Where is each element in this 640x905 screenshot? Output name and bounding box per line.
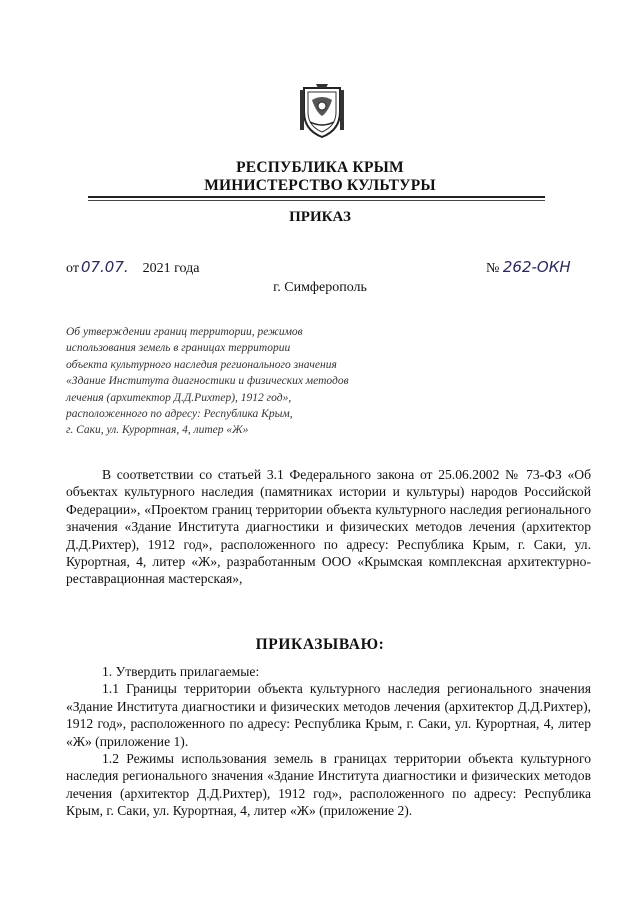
preamble [66,466,591,588]
subject-line: лечения (архитектор Д.Д.Рихтер), 1912 год», [66,391,292,404]
number-handwritten: 262-ОКН [502,258,571,276]
header-republic: РЕСПУБЛИКА КРЫМ [236,159,404,176]
item-1: 1. Утвердить прилагаемые: [102,664,260,679]
coat-of-arms-emblem-icon [298,82,346,140]
item-1-1: 1.1 Границы территории объекта культурного наследия регионального значения «Здание Института диагностики и физических методов лечения (архитектор Д.Д.Рихтер), 1912 год», расположенного по адресу: Республика Крым, г. Саки, ул. Курортная, 4, литер «Ж» (приложение 1). [66,681,591,749]
item-1-2: 1.2 Режимы использования земель в границах территории объекта культурного наследия регионального значения «Здание Института диагностики и физических методов лечения (архитектор Д.Д.Рихтер), 1912 год», расположенного по адресу: Республика Крым, г. Саки, ул. Курортная, 4, литер «Ж» (приложение 2). [66,751,591,819]
document-subject [66,324,396,439]
subject-line: Об утверждении границ территории, режимов [66,326,303,338]
subject-line: г. Саки, ул. Курортная, 4, литер «Ж» [66,424,249,437]
preamble-text: В соответствии со статьей 3.1 Федерального закона от 25.06.2002 № 73-ФЗ «Об объектах культурного наследия (памятниках истории и культуры) народов Российской Федерации», «Проектом границ территории объекта культурного наследия регионального значения «Здание Института диагностики и физических методов лечения (архитектор Д.Д.Рихтер), 1912 год», расположенного по адресу: Республика Крым, г. Саки, ул. Курортная, 4, литер «Ж», разработанным ООО «Крымская комплексная архитектурно-реставрационная мастерская», [66,467,591,587]
number-line [486,258,571,277]
document-type: ПРИКАЗ [289,209,351,225]
number-prefix: № [486,261,500,276]
order-heading: ПРИКАЗЫВАЮ: [255,636,385,653]
subject-line: «Здание Института диагностики и физических методов [66,375,349,388]
date-line [66,258,199,277]
date-prefix: от [66,261,79,276]
subject-line: использования земель в границах территории [66,342,291,355]
date-year: 2021 года [142,261,200,276]
header-divider [88,196,545,198]
header-ministry: МИНИСТЕРСТВО КУЛЬТУРЫ [204,177,436,194]
subject-line: объекта культурного наследия регионального значения [66,358,337,371]
city: г. Симферополь [273,280,367,295]
order-items [66,663,591,820]
subject-line: расположенного по адресу: Республика Крым, [66,408,293,421]
date-handwritten: 07.07. [80,258,129,276]
header-divider-thin [88,200,545,201]
